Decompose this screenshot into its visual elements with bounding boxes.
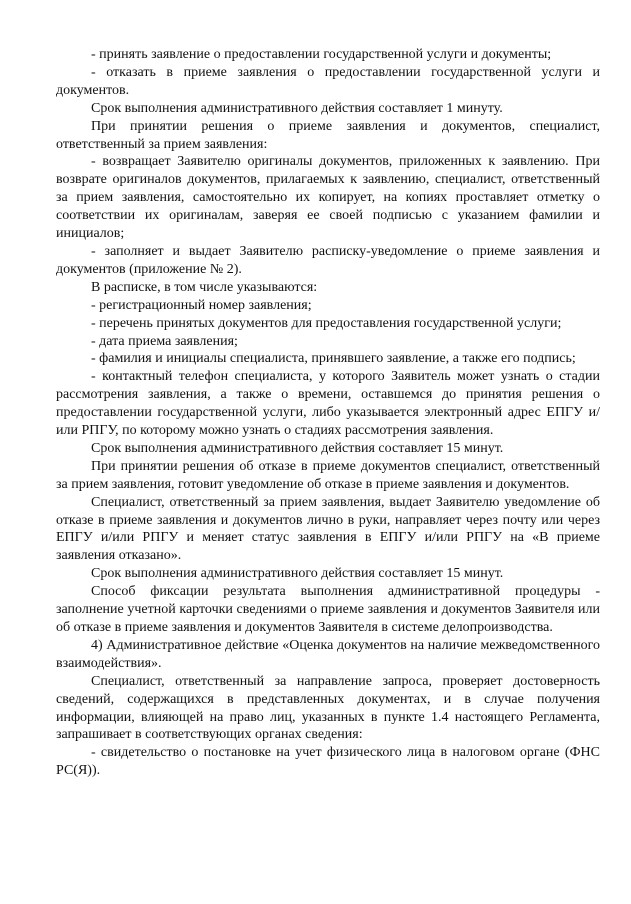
paragraph-refusal-notice: Специалист, ответственный за прием заявления, выдает Заявителю уведомление об отказе в приеме заявления и документов лично в руки, направляет через почту или через ЕПГУ и/или РПГУ и меняет статус заявления в ЕПГУ и/или РПГУ на «В приеме заявления отказано». xyxy=(56,494,600,564)
paragraph-request-specialist: Специалист, ответственный за направление запроса, проверяет достоверность сведений, содержащихся в представленных документах, и в случае получения информации, влияющей на право лиц, указанных в пункте 1.4 настоящего Регламента, запрашивает в соответствующих органах сведения: xyxy=(56,673,600,743)
paragraph-refusal-decision: При принятии решения об отказе в приеме документов специалист, ответственный за прием заявления, готовит уведомление об отказе в приеме заявления и документов. xyxy=(56,458,600,492)
paragraph-issue-receipt: - заполняет и выдает Заявителю расписку-уведомление о приеме заявления и документов (приложение № 2). xyxy=(56,243,600,277)
paragraph-deadline-15-minutes: Срок выполнения административного действия составляет 15 минут. xyxy=(91,440,504,456)
paragraph-result-recording: Способ фиксации результата выполнения административной процедуры - заполнение учетной карточки сведениями о приеме заявления и документов Заявителя или об отказе в приеме заявления и документов Заявителя в системе делопроизводства. xyxy=(56,584,600,635)
paragraph-refuse-option: - отказать в приеме заявления о предоставлении государственной услуги и документов. xyxy=(56,64,600,98)
list-item-contact-phone: - контактный телефон специалиста, у которого Заявитель может узнать о стадии рассмотрения заявления, а также о времени, оставшемся до принятия решения о предоставлении государственной услуги, либо указывается электронный адрес ЕПГУ и/или РПГУ, по которому можно узнать о стадиях рассмотрения заявления. xyxy=(56,369,600,439)
list-item-documents-list: - перечень принятых документов для предоставления государственной услуги; xyxy=(91,315,562,331)
list-item-acceptance-date: - дата приема заявления; xyxy=(91,333,238,349)
document-page xyxy=(56,46,600,780)
paragraph-deadline-15-minutes-2: Срок выполнения административного действия составляет 15 минут. xyxy=(91,566,504,582)
list-item-specialist-name: - фамилия и инициалы специалиста, принявшего заявление, а также его подпись; xyxy=(91,351,576,367)
paragraph-return-originals: - возвращает Заявителю оригиналы документов, приложенных к заявлению. При возврате оригиналов документов, прилагаемых к заявлению, специалист, ответственный за прием заявления, самостоятельно их копирует, на копиях проставляет отметку о соответствии их оригиналам, заверяя ее своей подписью с указанием фамилии и инициалов; xyxy=(56,154,600,242)
list-item-tax-certificate: - свидетельство о постановке на учет физического лица в налоговом органе (ФНС РС(Я)). xyxy=(56,745,600,779)
paragraph-accept-option: - принять заявление о предоставлении государственной услуги и документы; xyxy=(91,47,552,62)
paragraph-section-4-heading: 4) Административное действие «Оценка документов на наличие межведомственного взаимодействия». xyxy=(56,637,600,671)
paragraph-deadline-1-minute: Срок выполнения административного действия составляет 1 минуту. xyxy=(91,100,503,116)
paragraph-acceptance-decision: При принятии решения о приеме заявления и документов, специалист, ответственный за прием заявления: xyxy=(56,118,600,152)
list-item-registration-number: - регистрационный номер заявления; xyxy=(91,297,312,313)
paragraph-receipt-contents: В расписке, в том числе указываются: xyxy=(91,279,318,295)
